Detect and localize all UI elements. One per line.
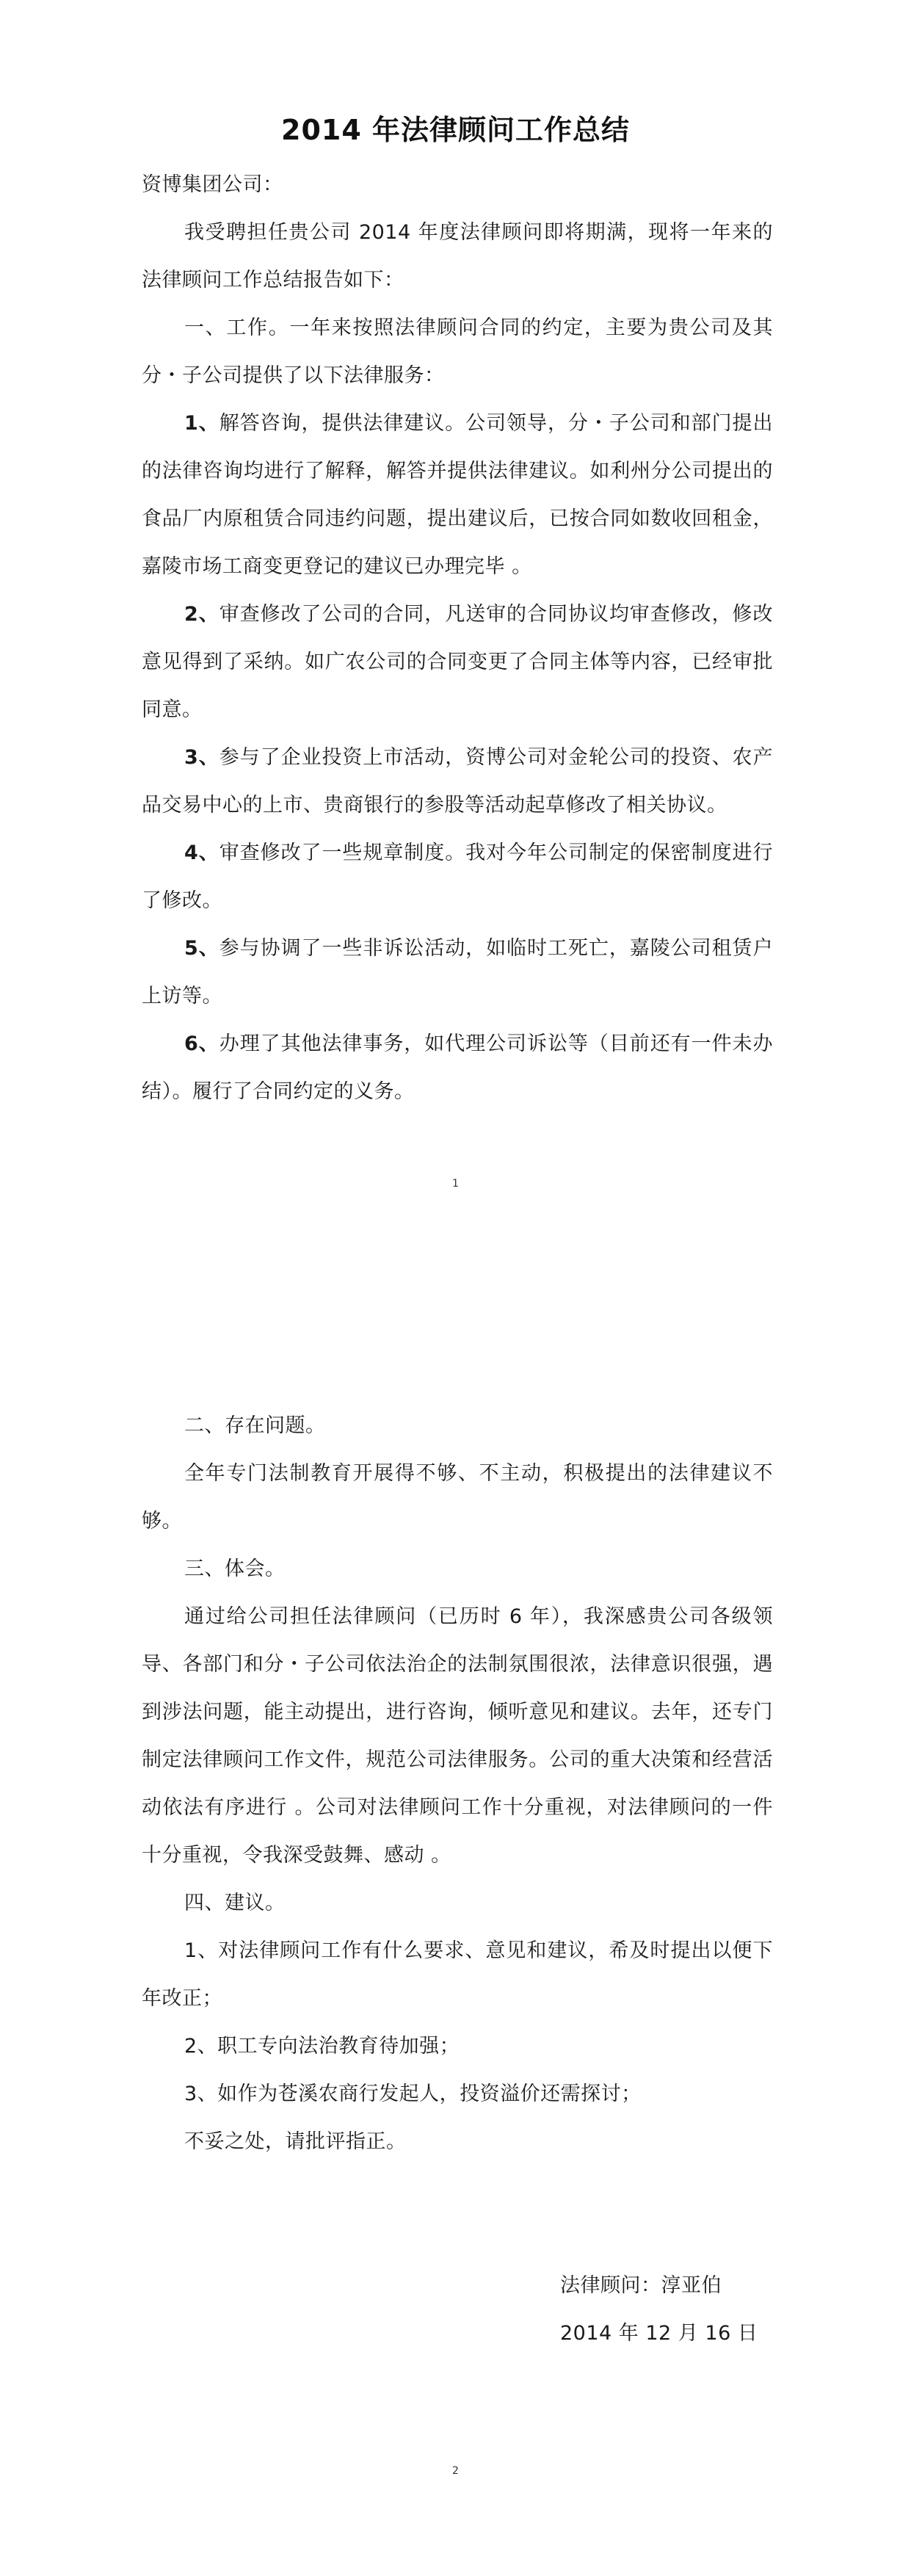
page-2-body — [142, 1402, 773, 2166]
item-number: 4、 — [184, 842, 219, 864]
intro-paragraph: 我受聘担任贵公司 2014 年度法律顾问即将期满，现将一年来的法律顾问工作总结报告如下： — [142, 221, 773, 292]
closing-line: 不妥之处，请批评指正。 — [184, 2130, 407, 2153]
page-number-1: 1 — [452, 1178, 459, 1190]
section-experience-heading: 三、体会。 — [184, 1557, 286, 1580]
item-text: 参与协调了一些非诉讼活动，如临时工死亡，嘉陵公司租赁户上访等。 — [142, 937, 773, 1007]
suggestion-3: 3、如作为苍溪农商行发起人，投资溢价还需探讨； — [184, 2083, 642, 2105]
section-suggestions-heading: 四、建议。 — [184, 1892, 286, 1914]
item-text: 解答咨询，提供法律建议。公司领导，分・子公司和部门提出的法律咨询均进行了解释，解答并提供法律建议。如利州分公司提出的食品厂内原租赁合同违约问题，提出建议后，已按合同如数收回租金，嘉陵市场工商变更登记的建议已办理完毕 。 — [142, 412, 773, 578]
work-item-2 — [142, 590, 773, 734]
work-item-5 — [142, 925, 773, 1020]
signature-advisor: 法律顾问：淳亚伯 — [560, 2274, 722, 2297]
page-1-body — [142, 161, 773, 1115]
work-item-1 — [142, 399, 773, 590]
item-text: 参与了企业投资上市活动，资博公司对金轮公司的投资、农产品交易中心的上市、贵商银行的参股等活动起草修改了相关协议。 — [142, 746, 773, 817]
work-item-6 — [142, 1020, 773, 1115]
item-number: 6、 — [184, 1032, 219, 1055]
item-number: 5、 — [184, 937, 219, 960]
item-text: 审查修改了一些规章制度。我对今年公司制定的保密制度进行了修改。 — [142, 842, 773, 912]
item-text: 审查修改了公司的合同，凡送审的合同协议均审查修改，修改意见得到了采纳。如广农公司的合同变更了合同主体等内容，已经审批同意。 — [142, 603, 773, 721]
work-item-4 — [142, 829, 773, 925]
problems-paragraph: 全年专门法制教育开展得不够、不主动，积极提出的法律建议不够。 — [142, 1462, 773, 1533]
item-number: 2、 — [184, 603, 219, 626]
suggestion-2: 2、职工专向法治教育待加强； — [184, 2035, 460, 2058]
work-item-3 — [142, 734, 773, 829]
item-number: 3、 — [184, 746, 219, 769]
suggestion-1: 1、对法律顾问工作有什么要求、意见和建议，希及时提出以便下年改正； — [142, 1939, 773, 2010]
salutation: 资博集团公司： — [142, 173, 283, 196]
section-work-heading: 一、工作。一年来按照法律顾问合同的约定，主要为贵公司及其分・子公司提供了以下法律服务： — [142, 316, 773, 387]
document-title: 2014 年法律顾问工作总结 — [281, 114, 630, 146]
page-number-2: 2 — [452, 2465, 459, 2477]
item-text: 办理了其他法律事务，如代理公司诉讼等（目前还有一件未办结）。履行了合同约定的义务。 — [142, 1032, 773, 1103]
item-number: 1、 — [184, 412, 219, 435]
section-problems-heading: 二、存在问题。 — [184, 1414, 326, 1437]
signature-date: 2014 年 12 月 16 日 — [560, 2322, 758, 2345]
experience-paragraph: 通过给公司担任法律顾问（已历时 6 年），我深感贵公司各级领导、各部门和分・子公司依法治企的法制氛围很浓，法律意识很强，遇到涉法问题，能主动提出，进行咨询，倾听意见和建议。去年，还专门制定法律顾问工作文件，规范公司法律服务。公司的重大决策和经营活动依法有序进行 。公司对法律顾问工作十分重视，对法律顾问的一件十分重视，令我深受鼓舞、感动 。 — [142, 1605, 773, 1867]
